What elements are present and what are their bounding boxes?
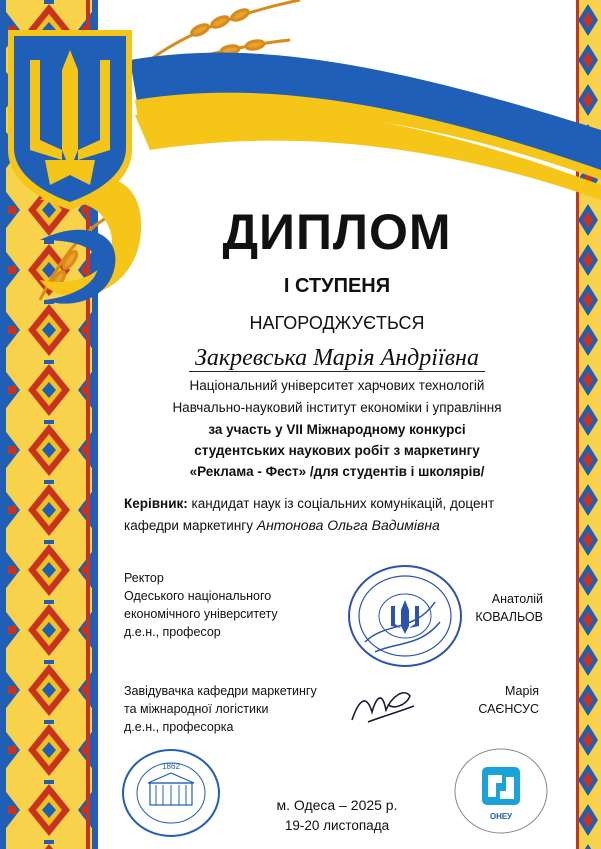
official-stamp-icon: [345, 562, 465, 670]
rector-org-line-2: економічного університету: [124, 607, 278, 621]
supervisor-label: Керівник:: [124, 496, 188, 511]
head-name-block: [478, 682, 539, 718]
awarded-label: НАГОРОДЖУЄТЬСЯ: [249, 313, 425, 333]
diploma-title: ДИПЛОМ: [222, 204, 452, 260]
place-date: м. Одеса – 2025 р.: [276, 797, 398, 813]
rector-first-name: Анатолій: [491, 592, 543, 606]
head-title: Завідувачка кафедри маркетингу: [124, 684, 317, 698]
rector-last-name: КОВАЛЬОВ: [475, 610, 543, 624]
rector-degree: д.е.н., професор: [124, 625, 221, 639]
department-logo-icon: [450, 745, 552, 837]
institute-name: Навчально-науковий інститут економіки і управління: [172, 400, 502, 415]
head-last-name: САЄНСУС: [478, 702, 539, 716]
handwritten-signature: [348, 682, 418, 727]
head-block: [124, 682, 317, 736]
rector-block: [124, 569, 278, 641]
supervisor-line-1: [124, 496, 494, 511]
supervisor-line-2: [124, 517, 440, 533]
head-degree: д.е.н., професорка: [124, 720, 234, 734]
reason-line-3: «Реклама - Фест» /для студентів і школярів/: [189, 464, 485, 479]
recipient-name-text: Закревська Марія Андріївна: [189, 345, 485, 372]
reason-line-2: студентських наукових робіт з маркетингу: [194, 443, 480, 458]
supervisor-name: Антонова Ольга Вадимівна: [256, 517, 440, 533]
supervisor-title: кандидат наук із соціальних комунікацій, доцент: [191, 496, 495, 511]
university-name: Національний університет харчових технологій: [189, 378, 485, 393]
department-abbr: ОНЕУ: [489, 812, 513, 821]
head-first-name: Марія: [504, 684, 539, 698]
head-department: та міжнародної логістики: [124, 702, 269, 716]
supervisor-department: кафедри маркетингу: [124, 518, 253, 533]
reason-line-1: за участь у VII Міжнародному конкурсі: [208, 422, 466, 437]
event-days: 19-20 листопада: [284, 818, 390, 833]
rector-title: Ректор: [124, 571, 164, 585]
trident-coat-of-arms-icon: [8, 30, 132, 210]
rector-org-line-1: Одеського національного: [124, 589, 272, 603]
diploma-degree: І СТУПЕНЯ: [283, 275, 391, 297]
rector-name-block: [475, 590, 543, 626]
recipient-name: [98, 345, 576, 372]
university-year: 1862: [162, 762, 180, 771]
